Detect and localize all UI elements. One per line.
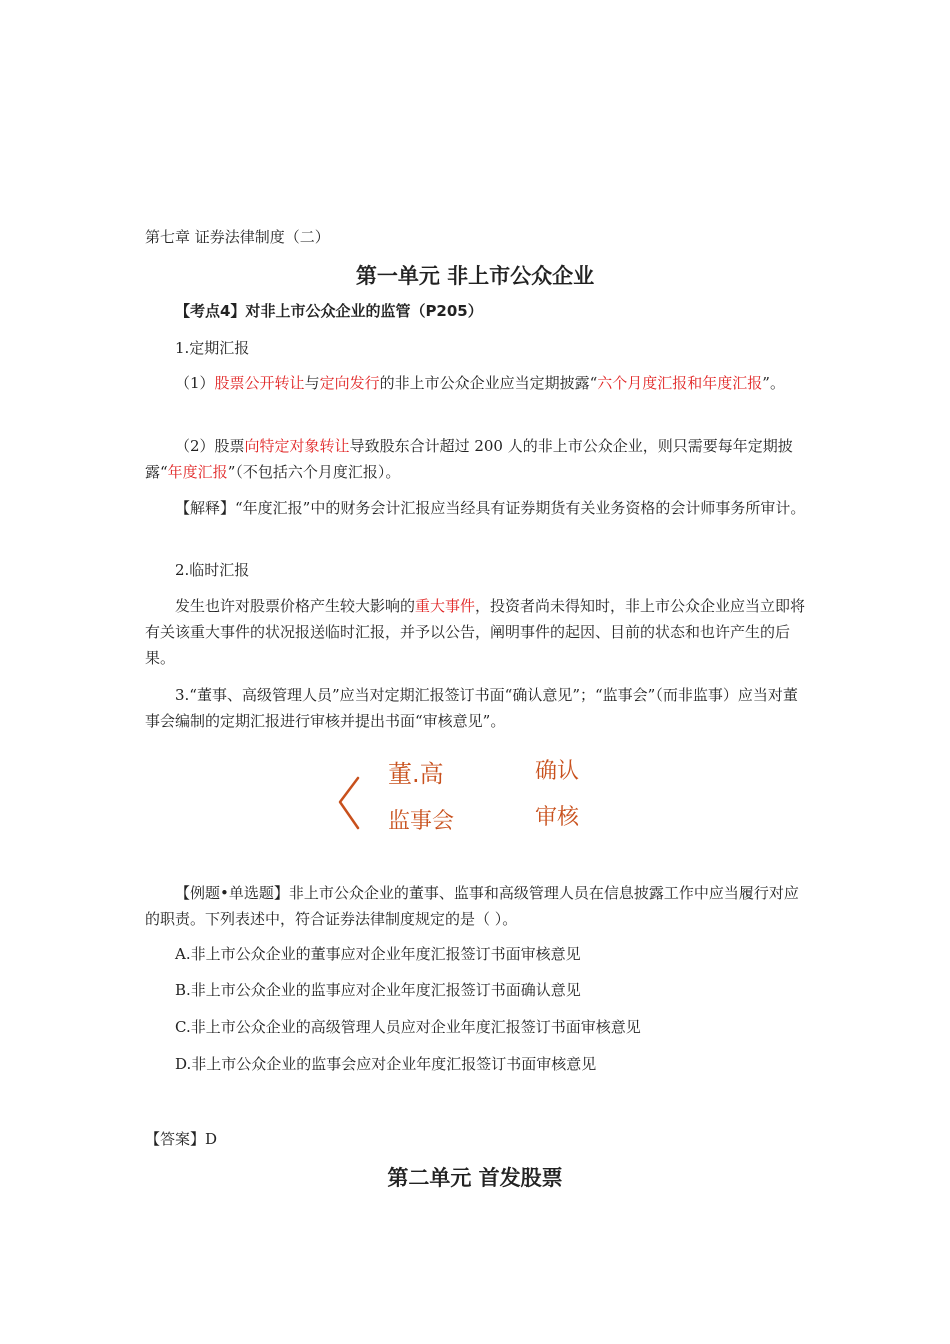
highlight-major-event: 重大事件	[415, 597, 476, 615]
paragraph-1: （1）股票公开转让与定向发行的非上市公众企业应当定期披露“六个月度汇报和年度汇报”。	[175, 374, 785, 392]
kaodian-heading: 【考点4】对非上市公众企业的监管（P205）	[175, 302, 483, 320]
option-d: D.非上市公众企业的监事会应对企业年度汇报签订书面审核意见	[175, 1055, 597, 1073]
paragraph-explanation: 【解释】“年度汇报”中的财务会计汇报应当经具有证券期货有关业务资格的会计师事务所审计。	[175, 499, 806, 517]
note-directors: 董.高	[388, 760, 444, 788]
note-review: 审核	[535, 805, 580, 830]
handwritten-note	[330, 750, 610, 840]
note-supervisory-board: 监事会	[388, 809, 455, 834]
paragraph-4: 发生也许对股票价格产生较大影响的重大事件，投资者尚未得知时，非上市公众企业应当立即将有关该重大事件的状况报送临时汇报，并予以公告，阐明事件的起因、目前的状态和也许产生的后果。	[145, 597, 806, 667]
paragraph-2: （2）股票向特定对象转让导致股东合计超过 200 人的非上市公众企业，则只需要每年定期披露“年度汇报”（不包括六个月度汇报）。	[145, 437, 793, 481]
highlight-public-transfer: 股票公开转让	[214, 374, 305, 392]
unit2-title: 第二单元 首发股票	[387, 1166, 563, 1190]
note-confirm: 确认	[535, 759, 580, 784]
highlight-annual-report: 年度汇报	[167, 463, 228, 481]
section-interim-report: 2.临时汇报	[175, 561, 250, 579]
option-a: A.非上市公众企业的董事应对企业年度汇报签订书面审核意见	[175, 945, 581, 963]
unit1-title: 第一单元 非上市公众企业	[355, 264, 595, 288]
answer: 【答案】D	[145, 1130, 218, 1148]
highlight-reports: 六个月度汇报和年度汇报	[597, 374, 763, 392]
chapter-heading: 第七章 证券法律制度（二）	[145, 228, 330, 246]
highlight-directed-issue: 定向发行	[319, 374, 380, 392]
option-c: C.非上市公众企业的高级管理人员应对企业年度汇报签订书面审核意见	[175, 1018, 641, 1036]
option-b: B.非上市公众企业的监事应对企业年度汇报签订书面确认意见	[175, 981, 581, 999]
question-label: 【例题•单选题】	[175, 884, 289, 902]
section-periodic-report: 1.定期汇报	[175, 339, 250, 357]
example-question: 【例题•单选题】非上市公众企业的董事、监事和高级管理人员在信息披露工作中应当履行对应的职责。下列表述中，符合证券法律制度规定的是（ ）。	[145, 884, 799, 928]
highlight-specific-transfer: 向特定对象转让	[244, 437, 350, 455]
paragraph-5: 3.“董事、高级管理人员”应当对定期汇报签订书面“确认意见”；“监事会”（而非监事）应当对董事会编制的定期汇报进行审核并提出书面“审核意见”。	[145, 686, 798, 730]
